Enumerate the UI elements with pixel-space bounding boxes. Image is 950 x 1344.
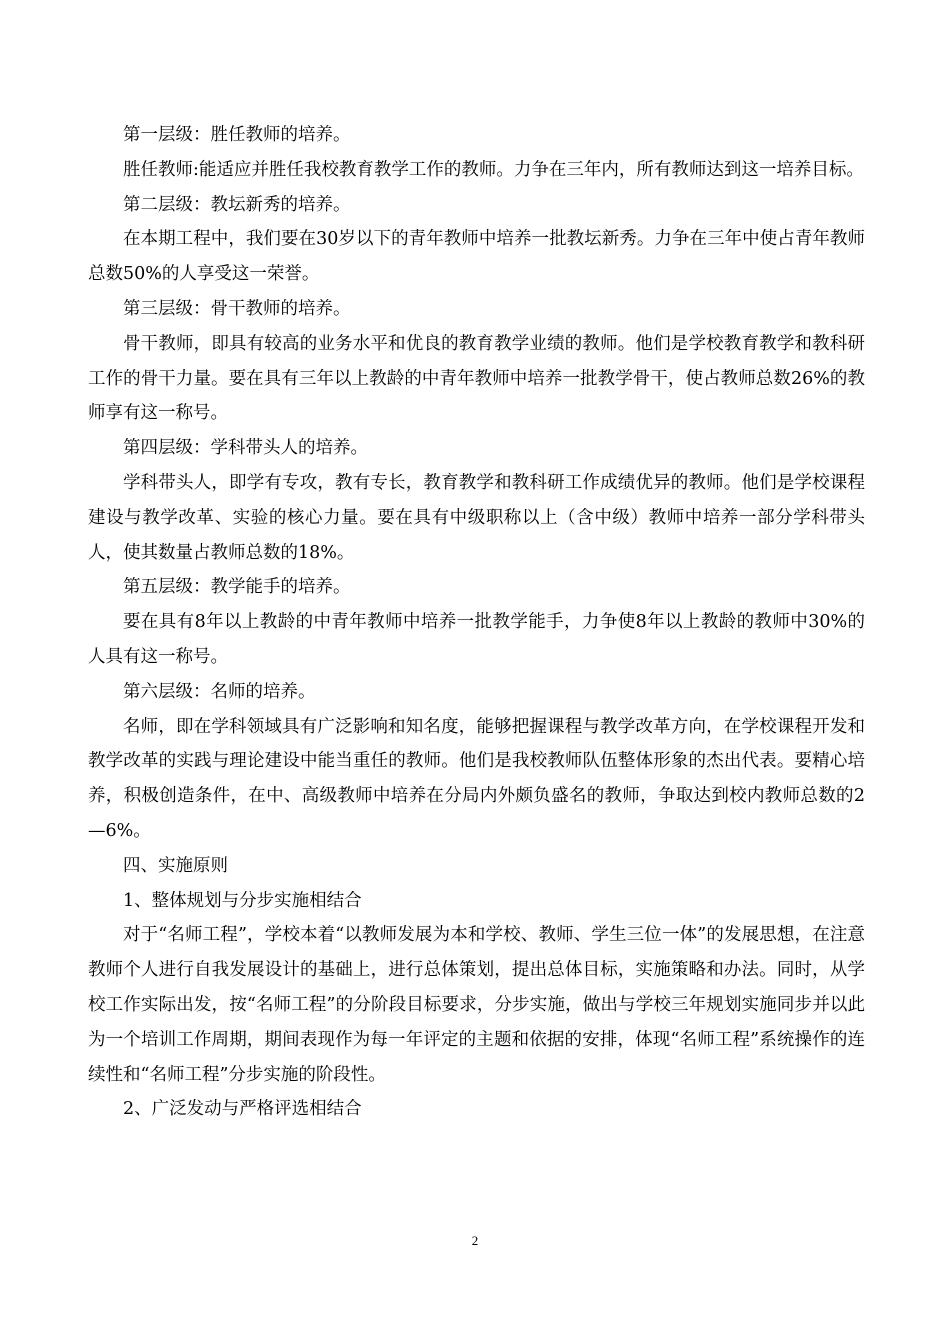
paragraph-subject-leader: 学科带头人，即学有专攻，教有专长，教育教学和教科研工作成绩优异的教师。他们是学校课程建设与教学改革、实验的核心力量。要在具有中级职称以上（含中级）教师中培养一部分学科带头人，使其数量占教师总数的18%。 (88, 472, 865, 563)
heading-level-4: 第四层级：学科带头人的培养。 (123, 438, 368, 459)
principle-2-heading: 2、广泛发动与严格评选相结合 (123, 1099, 362, 1120)
body-text (88, 118, 865, 1127)
paragraph-teaching-expert: 要在具有8年以上教龄的中青年教师中培养一批教学能手，力争使8年以上教龄的教师中30%的人具有这一称号。 (88, 612, 865, 667)
heading-level-2: 第二层级：教坛新秀的培养。 (123, 194, 351, 215)
section-heading-principles: 四、实施原则 (123, 855, 228, 876)
paragraph-competent-teacher: 胜任教师:能适应并胜任我校教育教学工作的教师。力争在三年内，所有教师达到这一培养目标。 (123, 159, 864, 180)
paragraph-principle-1: 对于“名师工程”，学校本着“以教师发展为本和学校、教师、学生三位一体”的发展思想，在注意教师个人进行自我发展设计的基础上，进行总体策划，提出总体目标，实施策略和办法。同时，从学校工作实际出发，按“名师工程”的分阶段目标要求，分步实施，做出与学校三年规划实施同步并以此为一个培训工作周期，期间表现作为每一年评定的主题和依据的安排，体现“名师工程”系统操作的连续性和“名师工程”分步实施的阶段性。 (88, 925, 865, 1085)
heading-level-1: 第一层级：胜任教师的培养。 (123, 125, 351, 145)
heading-level-3: 第三层级：骨干教师的培养。 (123, 298, 351, 319)
principle-1-heading: 1、整体规划与分步实施相结合 (123, 890, 362, 911)
heading-level-5: 第五层级：教学能手的培养。 (123, 577, 351, 598)
page-number: 2 (471, 1233, 479, 1248)
paragraph-famous-teacher: 名师，即在学科领域具有广泛影响和知名度，能够把握课程与教学改革方向，在学校课程开发和教学改革的实践与理论建设中能当重任的教师。他们是我校教师队伍整体形象的杰出代表。要精心培养，积极创造条件，在中、高级教师中培养在分局内外颇负盛名的教师，争取达到校内教师总数的2—6%。 (88, 716, 865, 841)
paragraph-backbone-teacher: 骨干教师，即具有较高的业务水平和优良的教育教学业绩的教师。他们是学校教育教学和教科研工作的骨干力量。要在具有三年以上教龄的中青年教师中培养一批教学骨干，使占教师总数26%的教师享有这一称号。 (88, 333, 865, 424)
heading-level-6: 第六层级：名师的培养。 (123, 681, 316, 702)
paragraph-new-talent: 在本期工程中，我们要在30岁以下的青年教师中培养一批教坛新秀。力争在三年中使占青年教师总数50%的人享受这一荣誉。 (88, 229, 865, 285)
